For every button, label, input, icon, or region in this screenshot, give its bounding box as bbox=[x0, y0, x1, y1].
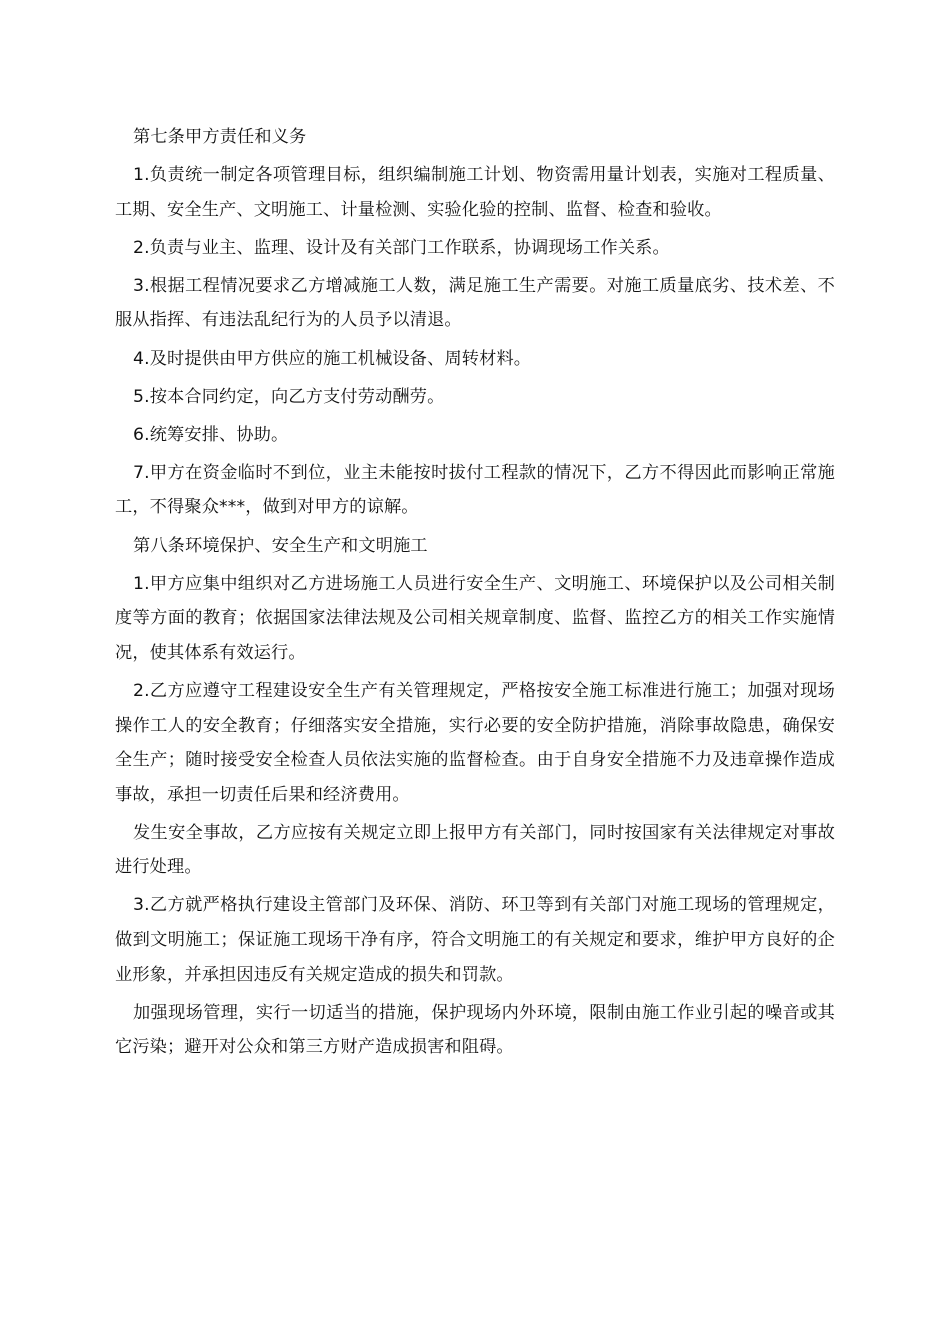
paragraph: 5.按本合同约定，向乙方支付劳动酬劳。 bbox=[133, 386, 445, 407]
paragraph: 加强现场管理，实行一切适当的措施，保护现场内外环境，限制由施工作业引起的噪音或其它污染；避开对公众和第三方财产造成损害和阻碍。 bbox=[115, 1002, 835, 1058]
paragraph: 1.负责统一制定各项管理目标，组织编制施工计划、物资需用量计划表，实施对工程质量、工期、安全生产、文明施工、计量检测、实验化验的控制、监督、检查和验收。 bbox=[115, 165, 835, 220]
paragraph: 2.乙方应遵守工程建设安全生产有关管理规定，严格按安全施工标准进行施工；加强对现场操作工人的安全教育；仔细落实安全措施，实行必要的安全防护措施，消除事故隐患，确保安全生产；随时接受安全检查人员依法实施的监督检查。由于自身安全措施不力及违章操作造成事故，承担一切责任后果和经济费用。 bbox=[115, 680, 835, 805]
paragraph: 3.乙方就严格执行建设主管部门及环保、消防、环卫等到有关部门对施工现场的管理规定，做到文明施工；保证施工现场干净有序，符合文明施工的有关规定和要求，维护甲方良好的企业形象，并承担因违反有关规定造成的损失和罚款。 bbox=[115, 895, 835, 985]
section-heading-8: 第八条环境保护、安全生产和文明施工 bbox=[133, 535, 428, 556]
paragraph: 6.统筹安排、协助。 bbox=[133, 424, 289, 445]
document-page bbox=[115, 120, 835, 1065]
paragraph: 1.甲方应集中组织对乙方进场施工人员进行安全生产、文明施工、环境保护以及公司相关制度等方面的教育；依据国家法律法规及公司相关规章制度、监督、监控乙方的相关工作实施情况，使其体系有效运行。 bbox=[115, 573, 835, 663]
paragraph: 发生安全事故，乙方应按有关规定立即上报甲方有关部门，同时按国家有关法律规定对事故进行处理。 bbox=[115, 822, 835, 878]
paragraph: 3.根据工程情况要求乙方增减施工人数，满足施工生产需要。对施工质量底劣、技术差、不服从指挥、有违法乱纪行为的人员予以清退。 bbox=[115, 275, 835, 331]
paragraph: 7.甲方在资金临时不到位，业主未能按时拔付工程款的情况下，乙方不得因此而影响正常施工，不得聚众***，做到对甲方的谅解。 bbox=[115, 462, 835, 518]
paragraph: 2.负责与业主、监理、设计及有关部门工作联系，协调现场工作关系。 bbox=[133, 237, 670, 258]
section-heading-7: 第七条甲方责任和义务 bbox=[133, 127, 307, 147]
paragraph: 4.及时提供由甲方供应的施工机械设备、周转材料。 bbox=[133, 348, 532, 369]
